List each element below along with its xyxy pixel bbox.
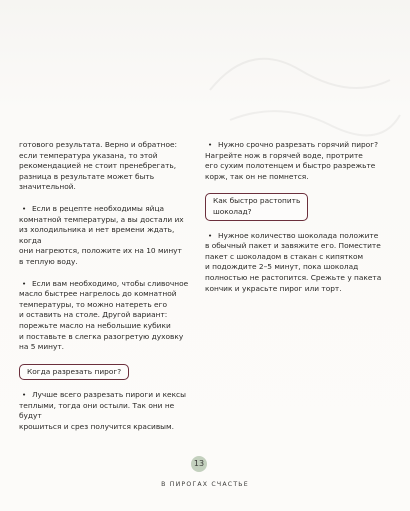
right-column xyxy=(205,140,383,305)
running-title: В ПИРОГАХ СЧАСТЬЕ xyxy=(161,481,249,488)
question-when-to-cut: Когда разрезать пирог? xyxy=(19,364,129,381)
question-melt-chocolate: Как быстро растопить шоколад? xyxy=(205,193,308,220)
bleed-through-illustration xyxy=(190,30,410,150)
bullet-marker: • xyxy=(21,278,27,288)
bullet-marker: • xyxy=(207,140,213,149)
tip-butter xyxy=(19,279,191,353)
tip-cut-warm-text: Лучше всего разрезать пироги и кексы теплыми, тогда они остыли. Так они не будут крошиться и срез получится красивым. xyxy=(19,390,186,432)
intro-paragraph: готового результата. Верно и обратное: если температура указана, то этой рекомендацией не стоит пренебрегать, разница в результате может быть значительной. xyxy=(19,140,178,192)
tip-chocolate xyxy=(205,231,383,295)
tip-hot-pie-text: Нужно срочно разрезать горячий пирог? Нагрейте нож в горячей воде, протрите его сухим полотенцем и быстро разрежьте корж, так он не помнется. xyxy=(205,140,379,181)
bullet-marker: • xyxy=(21,203,27,213)
tip-hot-pie xyxy=(205,140,383,182)
page-number-badge: 13 xyxy=(191,456,207,472)
tip-eggs-text: Если в рецепте необходимы яйца комнатной температуры, а вы достали их из холодильника и нет времени ждать, когда они нагреются, положите их на 10 минут в теплую воду. xyxy=(19,203,184,266)
tip-eggs xyxy=(19,204,191,268)
bullet-marker: • xyxy=(21,390,27,400)
tip-cut-warm xyxy=(19,390,191,432)
bullet-marker: • xyxy=(207,230,213,240)
tip-butter-text: Если вам необходимо, чтобы сливочное масло быстрее нагрелось до комнатной температуры, то можно натереть его и оставить на столе. Другой вариант: порежьте масло на небольшие кубики и поставьте в слегка разогретую духовку на 5 минут. xyxy=(19,278,189,352)
left-column xyxy=(19,140,191,444)
tip-chocolate-text: Нужное количество шоколада положите в обычный пакет и завяжите его. Поместите пакет с шоколадом в стакан с кипятком и подождите 2–5 минут, пока шоколад полностью не растопится. Срежьте у пакета кончик и украсьте пирог или торт. xyxy=(205,230,382,293)
